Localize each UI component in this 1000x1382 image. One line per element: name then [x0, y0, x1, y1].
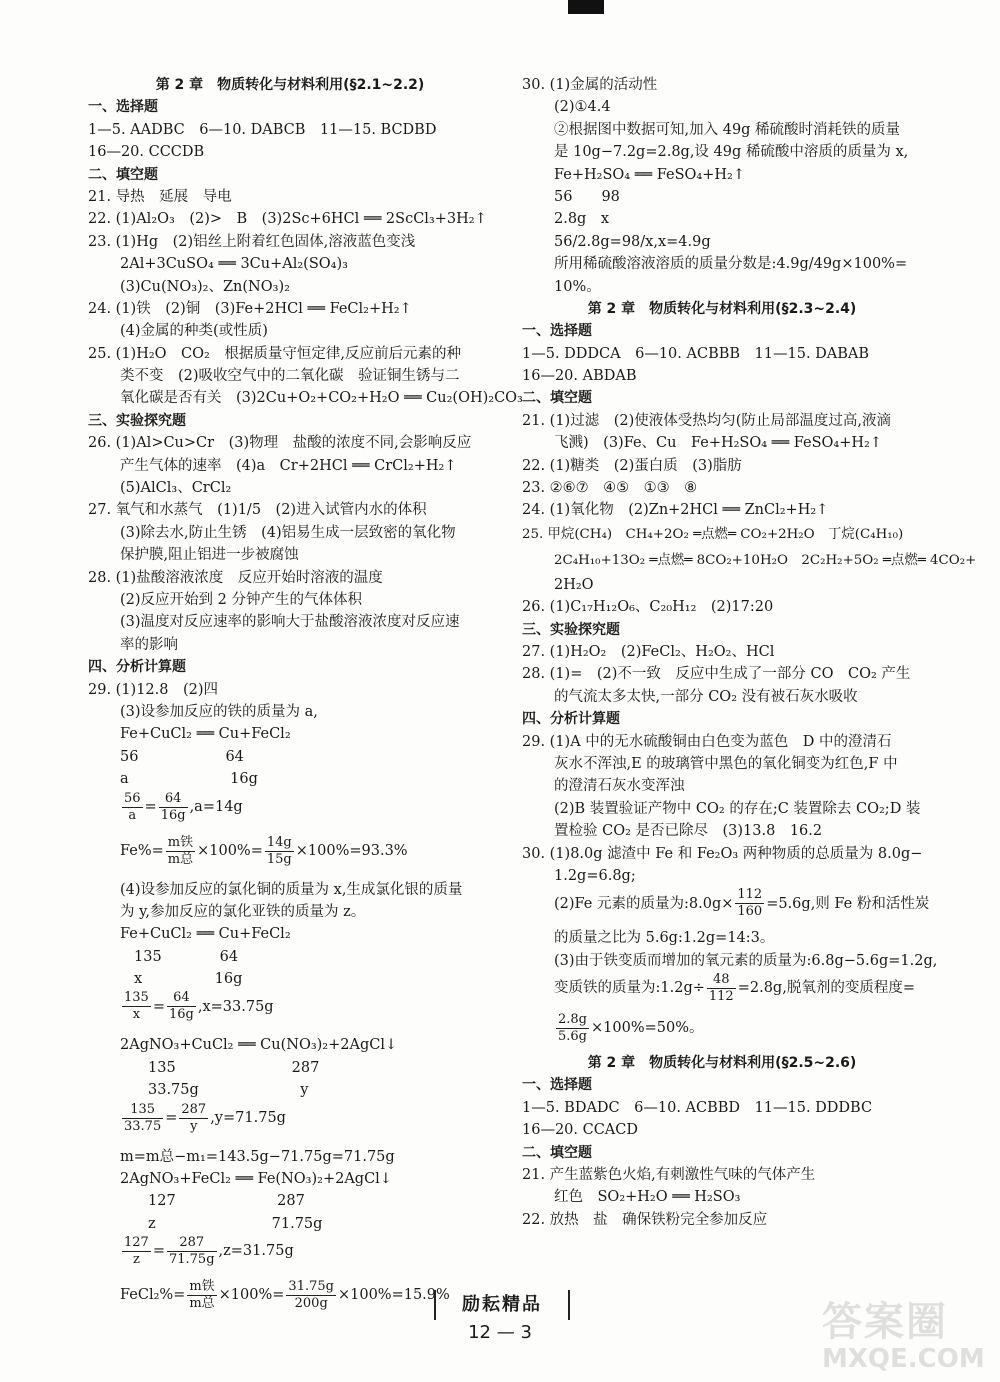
fraction: $\frac{2.8g}{5.6g}$ [558, 1012, 587, 1045]
fraction: $\frac{48}{112}$ [708, 972, 734, 1005]
answer-line: 28. (1)盐酸溶液浓度 反应开始时溶液的温度 [88, 569, 383, 586]
answer-line: 置检验 CO₂ 是否已除尽 (3)13.8 16.2 [554, 823, 823, 840]
equation-line: Fe+CuCl₂ ══ Cu+FeCl₂ [120, 926, 291, 943]
equation-line: 2C₄H₁₀+13O₂ ═点燃═ 8CO₂+10H₂O 2C₂H₂+5O₂ ═点燃═ 4CO₂+ [554, 552, 977, 568]
fraction-line: (2)Fe 元素的质量为:8.0g× $\frac{112}{160}$ =5.6g,则 Fe 粉和活性炭 [554, 887, 930, 920]
answer-line: 灰水不浑浊,E 的玻璃管中黑色的氧化铜变为红色,F 中 [554, 755, 898, 772]
watermark-url: MXQE.COM [822, 1344, 985, 1374]
fraction-line: $\frac{127}{z}$ = $\frac{287}{71.75g}$ ,z=31.75g [124, 1235, 294, 1268]
answer-line: 26. (1)Al>Cu>Cr (3)物理 盐酸的浓度不同,会影响反应 [88, 435, 472, 452]
section-heading: 一、选择题 [88, 99, 158, 116]
chapter-title: 第 2 章 物质转化与材料利用(§2.5~2.6) [587, 1055, 857, 1072]
section-heading: 二、填空题 [522, 390, 592, 407]
answer-line: 的气流太多太快,一部分 CO₂ 没有被石灰水吸收 [554, 688, 858, 705]
answer-line: 1—5. DDDCA 6—10. ACBBB 11—15. DABAB [522, 345, 870, 362]
answer-line: 23. ②⑥⑦ ④⑤ ①③ ⑧ [522, 480, 698, 497]
answer-line: (3)除去水,防止生锈 (4)铝易生成一层致密的氧化物 [120, 524, 456, 541]
answer-line: 28. (1)= (2)不一致 反应中生成了一部分 CO CO₂ 产生 [522, 666, 911, 683]
chapter-title: 第 2 章 物质转化与材料利用(§2.1~2.2) [155, 77, 425, 93]
answer-line: 29. (1)12.8 (2)四 [88, 681, 219, 698]
equation-line: 2.8g x [554, 211, 610, 228]
fraction: $\frac{287}{y}$ [181, 1101, 207, 1134]
equation-line: 127 287 [148, 1193, 305, 1210]
watermark-logo [822, 1300, 992, 1380]
answer-line: 25. (1)H₂O CO₂ 根据质量守恒定律,反应前后元素的种 [88, 345, 461, 362]
equation-line: z 71.75g [148, 1215, 323, 1232]
answer-line: 1—5. BDADC 6—10. ACBBD 11—15. DDDBC [522, 1099, 873, 1116]
answer-line: 56/2.8g=98/x,x=4.9g [554, 233, 711, 250]
fraction-line: $\frac{135}{x}$ = $\frac{64}{16g}$ ,x=33.75g [124, 990, 274, 1023]
answer-line: 21. (1)过滤 (2)使液体受热均匀(防止局部温度过高,液滴 [522, 412, 892, 429]
fraction: $\frac{\text{m铁}}{\text{m总}}$ [189, 1279, 215, 1312]
answer-line: (2)反应开始到 2 分钟产生的气体体积 [120, 591, 362, 608]
answer-line: 所用稀硫酸溶液溶质的质量分数是:4.9g/49g×100%= [554, 256, 908, 273]
answer-line: 类不变 (2)吸收空气中的二氧化碳 验证铜生锈与二 [120, 368, 460, 385]
answer-line: 21. 产生蓝紫色火焰,有刺激性气味的气体产生 [522, 1167, 816, 1184]
answer-line: 24. (1)铁 (2)铜 (3)Fe+2HCl ══ FeCl₂+H₂↑ [88, 300, 412, 317]
answer-line: m=m总−m₁=143.5g−71.75g=71.75g [120, 1148, 395, 1165]
fraction: $\frac{64}{16g}$ [160, 790, 186, 823]
answer-line: (2)①4.4 [554, 99, 611, 116]
answer-line: 保护膜,阻止铝进一步被腐蚀 [120, 547, 299, 564]
answer-line: 16—20. ABDAB [522, 368, 637, 385]
fraction-line: Fe%= $\frac{\text{m铁}}{\text{m总}}$ ×100%= $\frac{14g}{15g}$ ×100%=93.3% [120, 834, 408, 867]
answer-line: 是 10g−7.2g=2.8g,设 49g 稀硫酸中溶质的质量为 x, [554, 144, 909, 161]
answer-line: (4)设参加反应的氯化铜的质量为 x,生成氯化银的质量 [120, 881, 463, 898]
top-edge-mark [568, 0, 604, 14]
answer-line: 22. 放热 盐 确保铁粉完全参加反应 [522, 1211, 768, 1228]
answer-line: 的质量之比为 5.6g:1.2g=14:3。 [554, 930, 775, 947]
section-heading: 四、分析计算题 [522, 711, 620, 728]
page-number: 12 — 3 [468, 1322, 532, 1343]
answer-line: 1—5. AADBC 6—10. DABCB 11—15. BCDBD [88, 121, 437, 138]
answer-line: 26. (1)C₁₇H₁₂O₆、C₂₀H₁₂ (2)17:20 [522, 599, 774, 616]
answer-line: (3)由于铁变质而增加的氧元素的质量为:6.8g−5.6g=1.2g, [554, 952, 938, 969]
answer-line: (3)设参加反应的铁的质量为 a, [120, 703, 318, 720]
answer-line: 22. (1)Al₂O₃ (2)> B (3)2Sc+6HCl ══ 2ScCl₃+3H₂↑ [88, 211, 487, 228]
answer-line: 红色 SO₂+H₂O ══ H₂SO₃ [554, 1189, 741, 1206]
equation-line: 56 64 [120, 748, 244, 765]
equation-line: Fe+CuCl₂ ══ Cu+FeCl₂ [120, 726, 291, 743]
answer-line: (2)B 装置验证产物中 CO₂ 的存在;C 装置除去 CO₂;D 装 [554, 800, 921, 817]
right-column [522, 74, 977, 1231]
fraction: $\frac{64}{16g}$ [168, 990, 194, 1023]
answer-line: 为 y,参加反应的氯化亚铁的质量为 z。 [120, 903, 366, 920]
answer-line: 产生气体的速率 (4)a Cr+2HCl ══ CrCl₂+H₂↑ [120, 457, 457, 474]
watermark-title: 答案圈 [822, 1299, 948, 1345]
answer-line: 飞溅) (3)Fe、Cu Fe+H₂SO₄ ══ FeSO₄+H₂↑ [554, 435, 882, 452]
fraction-line: $\frac{2.8g}{5.6g}$ ×100%=50%。 [558, 1012, 704, 1045]
section-heading: 一、选择题 [522, 323, 592, 340]
answer-line: 21. 导热 延展 导电 [88, 188, 232, 205]
answer-line: 23. (1)Hg (2)铝丝上附着红色固体,溶液蓝色变浅 [88, 233, 416, 250]
section-heading: 二、填空题 [522, 1144, 592, 1161]
answer-line: (3)温度对反应速率的影响大于盐酸溶液浓度对反应速 [120, 614, 460, 631]
answer-line: 30. (1)金属的活动性 [522, 77, 658, 93]
fraction: $\frac{135}{x}$ [124, 990, 149, 1023]
fraction-line: $\frac{135}{33.75}$ = $\frac{287}{y}$ ,y=71.75g [124, 1101, 286, 1134]
answer-line: 25. 甲烷(CH₄) CH₄+2O₂ ═点燃═ CO₂+2H₂O 丁烷(C₄H₁₀) [522, 526, 904, 542]
answer-line: 16—20. CCACD [522, 1122, 638, 1139]
section-heading: 二、填空题 [88, 166, 158, 183]
section-heading: 一、选择题 [522, 1077, 592, 1094]
fraction-line: FeCl₂%= $\frac{\text{m铁}}{\text{m总}}$ ×100%= $\frac{31.75g}{200g}$ ×100%=15.9% [120, 1279, 450, 1312]
equation-line: Fe+H₂SO₄ ══ FeSO₄+H₂↑ [554, 166, 746, 183]
equation-line: 2AgNO₃+FeCl₂ ══ Fe(NO₃)₂+2AgCl↓ [120, 1171, 392, 1188]
equation-line: 135 64 [134, 948, 239, 965]
answer-line: 22. (1)糖类 (2)蛋白质 (3)脂肪 [522, 457, 742, 474]
answer-line: 29. (1)A 中的无水硫酸铜由白色变为蓝色 D 中的澄清石 [522, 733, 892, 750]
fraction-line: 变质铁的质量为:1.2g÷ $\frac{48}{112}$ =2.8g,脱氧剂的变质程度= [554, 972, 915, 1005]
equation-line: 135 287 [148, 1059, 320, 1076]
answer-line: ②根据图中数据可知,加入 49g 稀硫酸时消耗铁的质量 [554, 121, 901, 138]
answer-line: 率的影响 [120, 636, 178, 653]
footer-brand: 励耘精品 [434, 1290, 570, 1320]
answer-line: 16—20. CCCDB [88, 144, 205, 161]
chapter-title: 第 2 章 物质转化与材料利用(§2.3~2.4) [587, 300, 857, 317]
equation-line: 56 98 [554, 188, 620, 205]
fraction: $\frac{287}{71.75g}$ [168, 1235, 215, 1268]
fraction: $\frac{56}{a}$ [124, 790, 141, 823]
answer-line: 30. (1)8.0g 滤渣中 Fe 和 Fe₂O₃ 两种物质的总质量为 8.0g− [522, 845, 923, 862]
fraction: $\frac{14g}{15g}$ [266, 834, 292, 867]
fraction: $\frac{\text{m铁}}{\text{m总}}$ [167, 834, 194, 867]
fraction-line: $\frac{56}{a}$ = $\frac{64}{16g}$ ,a=14g [124, 790, 243, 823]
fraction: $\frac{135}{33.75}$ [124, 1101, 162, 1134]
section-heading: 三、实验探究题 [522, 621, 620, 638]
answer-line: (4)金属的种类(或性质) [120, 323, 268, 340]
answer-line: 2Al+3CuSO₄ ══ 3Cu+Al₂(SO₄)₃ [120, 256, 348, 273]
answer-line: 的澄清石灰水变浑浊 [554, 778, 685, 795]
fraction: $\frac{112}{160}$ [737, 887, 763, 920]
equation-line: 2H₂O [554, 576, 594, 593]
answer-line: 24. (1)氧化物 (2)Zn+2HCl ══ ZnCl₂+H₂↑ [522, 502, 829, 519]
answer-line: (5)AlCl₃、CrCl₂ [120, 480, 232, 497]
answer-line: 氧化碳是否有关 (3)2Cu+O₂+CO₂+H₂O ══ Cu₂(OH)₂CO₃ [120, 390, 523, 407]
section-heading: 四、分析计算题 [88, 659, 186, 676]
answer-line: 27. 氧气和水蒸气 (1)1/5 (2)进入试管内水的体积 [88, 502, 427, 519]
equation-line: 2AgNO₃+CuCl₂ ══ Cu(NO₃)₂+2AgCl↓ [120, 1037, 398, 1054]
fraction: $\frac{31.75g}{200g}$ [288, 1279, 334, 1312]
answer-line: 27. (1)H₂O₂ (2)FeCl₂、H₂O₂、HCl [522, 643, 775, 660]
answer-line: 1.2g=6.8g; [554, 867, 636, 884]
answer-line: 10%。 [554, 278, 601, 295]
equation-line: 33.75g y [148, 1082, 309, 1099]
answer-line: (3)Cu(NO₃)₂、Zn(NO₃)₂ [120, 278, 290, 295]
section-heading: 三、实验探究题 [88, 412, 186, 429]
fraction: $\frac{127}{z}$ [124, 1235, 149, 1268]
equation-line: a 16g [120, 771, 258, 788]
equation-line: x 16g [134, 971, 243, 988]
